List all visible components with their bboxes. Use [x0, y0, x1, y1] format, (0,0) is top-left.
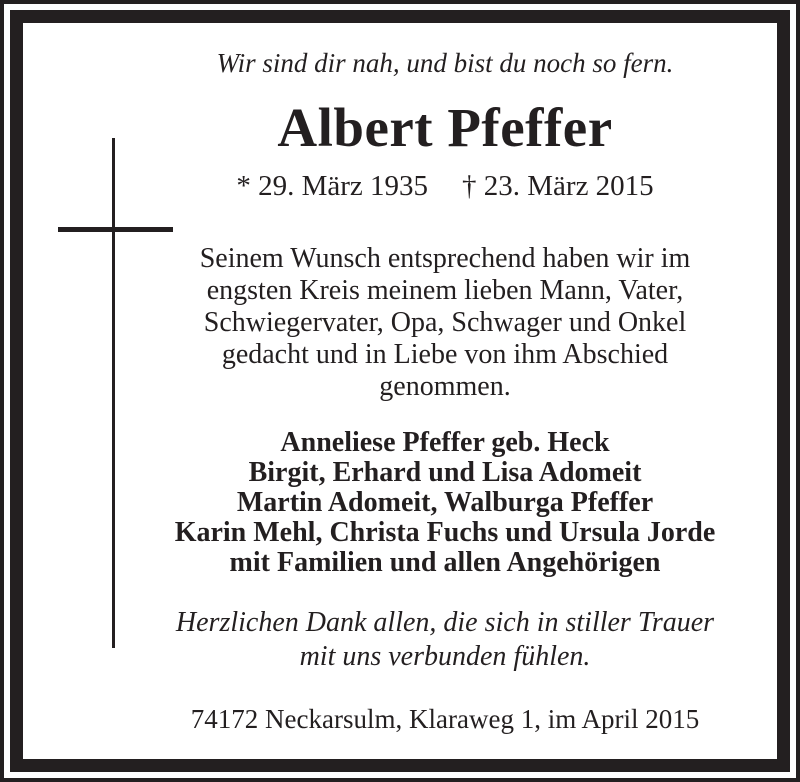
birth-date: * 29. März 1935 [236, 170, 428, 202]
mourner-line: Martin Adomeit, Walburga Pfeffer [236, 487, 654, 518]
death-date: † 23. März 2015 [462, 170, 654, 202]
address-line: 74172 Neckarsulm, Klaraweg 1, im April 2015 [190, 704, 700, 734]
mourner-line: Anneliese Pfeffer geb. Heck [280, 427, 610, 458]
thanks-line: Herzlichen Dank allen, die sich in stiller Trauer [175, 607, 715, 638]
announcement-paragraph [113, 243, 777, 403]
inner-frame [10, 10, 790, 772]
deceased-name: Albert Pfeffer [277, 97, 613, 158]
announcement-line: engsten Kreis meinem lieben Mann, Vater, [206, 275, 684, 306]
announcement-line: genommen. [379, 371, 511, 402]
mourners-list [113, 428, 777, 578]
notice-text [113, 47, 777, 735]
thanks-paragraph [113, 606, 777, 674]
announcement-line: gedacht und in Liebe von ihm Abschied [221, 339, 669, 370]
mourner-line: Karin Mehl, Christa Fuchs und Ursula Jorde [174, 517, 716, 548]
announcement-line: Schwiegervater, Opa, Schwager und Onkel [203, 307, 687, 338]
thanks-line: mit uns verbunden fühlen. [299, 641, 591, 672]
life-dates [113, 169, 777, 203]
notice-content [23, 47, 777, 782]
epigraph: Wir sind dir nah, und bist du noch so fern. [216, 48, 674, 78]
mourner-line: mit Familien und allen Angehörigen [229, 547, 661, 578]
mourner-line: Birgit, Erhard und Lisa Adomeit [248, 457, 642, 488]
announcement-line: Seinem Wunsch entsprechend haben wir im [199, 243, 691, 274]
